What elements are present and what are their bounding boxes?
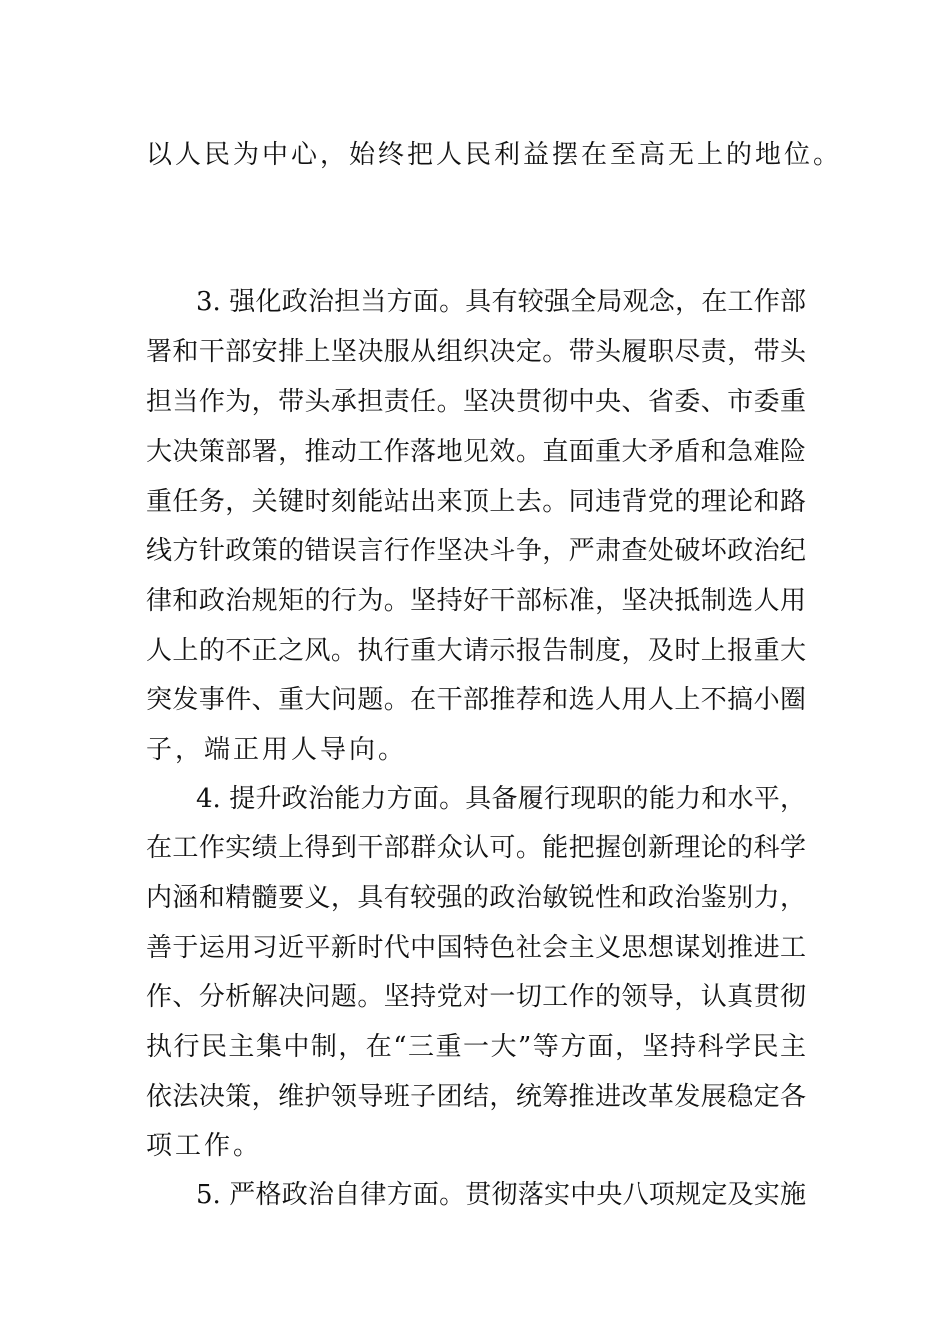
text-line: 内涵和精髓要义，具有较强的政治敏锐性和政治鉴别力， xyxy=(146,883,806,913)
text-line: 作、分析解决问题。坚持党对一切工作的领导，认真贯彻 xyxy=(146,982,806,1012)
text-line: 律和政治规矩的行为。坚持好干部标准，坚决抵制选人用 xyxy=(146,586,806,616)
text-line: 大决策部署，推动工作落地见效。直面重大矛盾和急难险 xyxy=(146,437,806,467)
text-line: 5. 严格政治自律方面。贯彻落实中央八项规定及实施 xyxy=(196,1180,806,1210)
text-line: 线方针政策的错误言行作坚决斗争，严肃查处破坏政治纪 xyxy=(146,536,806,566)
text-line: 突发事件、重大问题。在干部推荐和选人用人上不搞小圈 xyxy=(146,685,806,715)
text-line: 在工作实绩上得到干部群众认可。能把握创新理论的科学 xyxy=(146,833,806,863)
text-line: 执行民主集中制，在“三重一大”等方面，坚持科学民主 xyxy=(146,1032,806,1062)
text-line: 子，端正用人导向。 xyxy=(146,735,408,765)
text-line: 重任务，关键时刻能站出来顶上去。同违背党的理论和路 xyxy=(146,487,806,517)
text-line: 善于运用习近平新时代中国特色社会主义思想谋划推进工 xyxy=(146,933,806,963)
text-line: 担当作为，带头承担责任。坚决贯彻中央、省委、市委重 xyxy=(146,387,806,417)
text-line: 以人民为中心，始终把人民利益摆在至高无上的地位。 xyxy=(146,140,843,170)
text-line: 人上的不正之风。执行重大请示报告制度，及时上报重大 xyxy=(146,636,806,666)
text-line: 3. 强化政治担当方面。具有较强全局观念，在工作部 xyxy=(196,287,806,317)
text-line: 项工作。 xyxy=(146,1131,263,1161)
text-line: 4. 提升政治能力方面。具备履行现职的能力和水平， xyxy=(196,784,806,814)
text-line: 署和干部安排上坚决服从组织决定。带头履职尽责，带头 xyxy=(146,337,806,367)
text-line: 依法决策，维护领导班子团结，统筹推进改革发展稳定各 xyxy=(146,1082,806,1112)
